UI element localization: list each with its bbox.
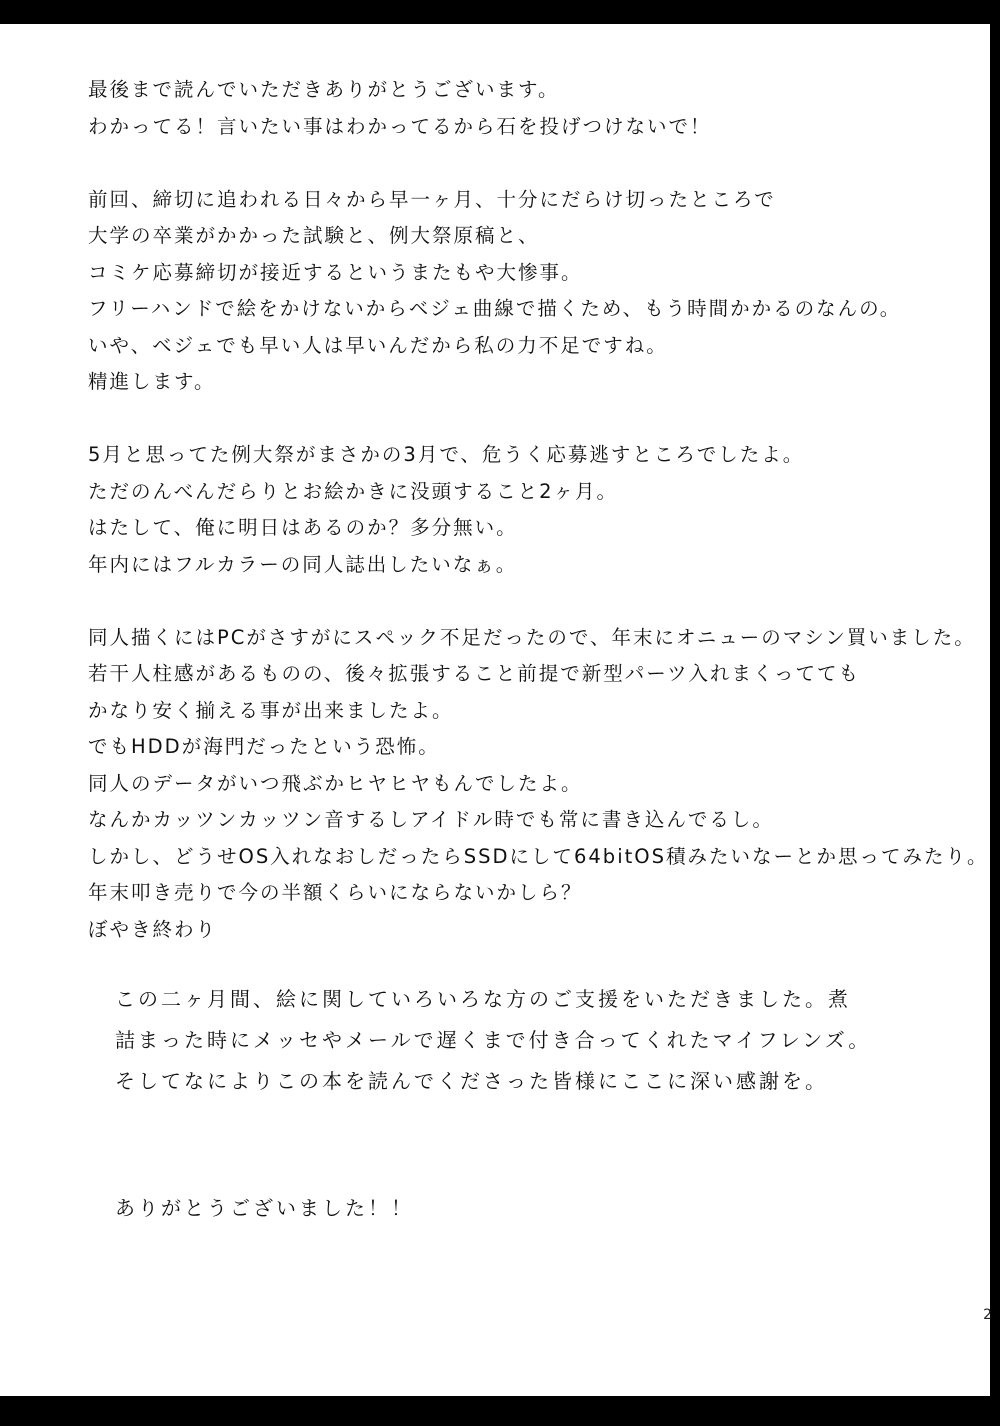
text-line: なんかカッツンカッツン音するしアイドル時でも常に書き込んでるし。: [88, 808, 774, 831]
page-number: 2: [983, 1307, 992, 1323]
text-line: 同人のデータがいつ飛ぶかヒヤヒヤもんでしたよ。: [88, 771, 583, 795]
text-line: ぼやき終わり: [88, 917, 218, 941]
text-line: コミケ応募締切が接近するというまたもや大惨事。: [88, 260, 583, 284]
text-line: しかし、どうせOS入れなおしだったらSSDにして64bitOS積みたいなーとか思ってみたり。: [88, 844, 989, 868]
thanks-line: そしてなによりこの本を読んでくださった皆様にここに深い感謝を。: [115, 1069, 828, 1093]
text-line: でもHDDが海門だったという恐怖。: [88, 735, 440, 758]
text-line: 大学の卒業がかかった試験と、例大祭原稿と、: [88, 224, 540, 247]
text-line: 前回、締切に追われる日々から早一ヶ月、十分にだらけ切ったところで: [88, 187, 776, 211]
thanks-section: [115, 979, 871, 1102]
text-line: 年内にはフルカラーの同人誌出したいなぁ。: [88, 552, 518, 576]
text-line: 年末叩き売りで今の半額くらいにならないかしら？: [88, 881, 583, 904]
afterword-page: [0, 24, 990, 1396]
text-line: 最後まで読んでいただきありがとうございます。: [88, 78, 560, 101]
text-line: 5月と思ってた例大祭がまさかの3月で、危うく応募逃すところでしたよ。: [88, 443, 805, 466]
text-line: 同人描くにはPCがさすがにスペック不足だったので、年末にオニューのマシン買いました。: [88, 625, 976, 649]
thanks-line: 詰まった時にメッセやメールで遅くまで付き合ってくれたマイフレンズ。: [115, 1028, 872, 1052]
thanks-line: この二ヶ月間、絵に関していろいろな方のご支援をいただきました。煮: [115, 987, 851, 1011]
text-line: 精進します。: [88, 370, 216, 393]
afterword-body: [88, 72, 988, 948]
text-line: 若干人柱感があるものの、後々拡張すること前提で新型パーツ入れまくってても: [88, 662, 861, 685]
text-line: かなり安く揃える事が出来ましたよ。: [88, 698, 454, 722]
text-line: いや、ベジェでも早い人は早いんだから私の力不足ですね。: [88, 333, 668, 357]
text-line: わかってる！言いたい事はわかってるから石を投げつけないで！: [88, 114, 712, 138]
closing-line: ありがとうございました！！: [115, 1196, 414, 1220]
text-line: ただのんべんだらりとお絵かきに没頭すること2ヶ月。: [88, 479, 619, 503]
text-line: フリーハンドで絵をかけないからベジェ曲線で描くため、もう時間かかるのなんの。: [88, 297, 902, 320]
text-line: はたして、俺に明日はあるのか？多分無い。: [88, 516, 518, 539]
